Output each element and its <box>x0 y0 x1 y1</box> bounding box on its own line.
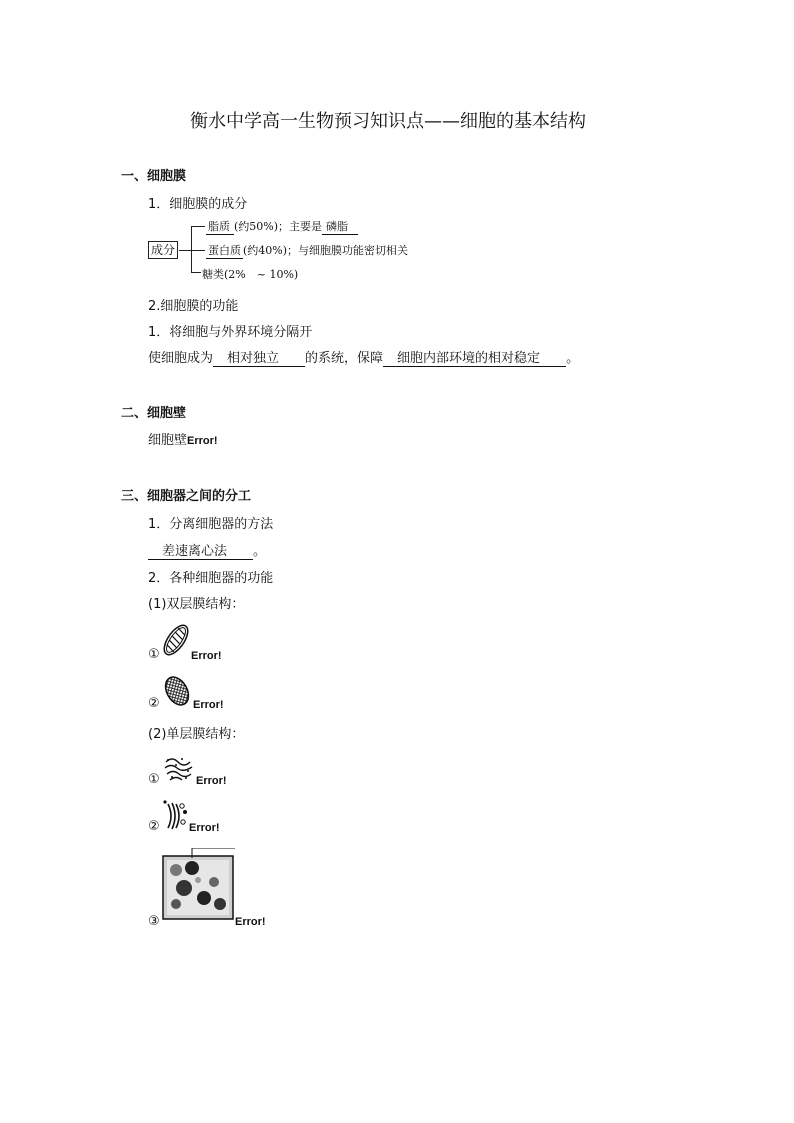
error-text: Error! <box>196 775 227 787</box>
branch-sugar: 糖类(2% ~ 10%) <box>202 268 299 281</box>
text-end: 。 <box>253 544 267 559</box>
fill-lipid: 脂质 <box>206 219 234 235</box>
fill-differential-centrifugation: 差速离心法 <box>148 544 253 560</box>
lipid-desc: (约50%)；主要是 <box>234 220 323 233</box>
endoplasmic-reticulum-icon <box>162 754 196 784</box>
subheading-membrane-functions: 2.细胞膜的功能 <box>148 299 239 314</box>
subheading-organelle-functions: 2．各种细胞器的功能 <box>148 571 274 586</box>
fill-relatively-independent: 相对独立 <box>213 351 305 367</box>
subheading-membrane-components: 1．细胞膜的成分 <box>148 197 248 212</box>
item-number: ③ <box>148 914 160 929</box>
cell-wall-label: 细胞壁 <box>148 433 188 448</box>
error-text: Error! <box>187 435 218 447</box>
error-text: Error! <box>193 699 224 711</box>
golgi-apparatus-icon <box>162 798 190 834</box>
branch-protein <box>206 242 408 259</box>
bracket-top <box>191 226 205 227</box>
text-end: 。 <box>566 351 580 366</box>
section-heading-organelles: 三、细胞器之间的分工 <box>121 489 252 504</box>
components-box: 成分 <box>148 241 178 259</box>
item-number: ② <box>148 696 160 711</box>
section-heading-cell-wall: 二、细胞壁 <box>121 406 187 421</box>
subheading-double-membrane: (1)双层膜结构： <box>148 597 245 612</box>
mitochondrion-icon <box>160 620 192 660</box>
bracket-stem <box>179 250 191 251</box>
text-prefix: 使细胞成为 <box>148 351 214 366</box>
subheading-separation-method: 1．分离细胞器的方法 <box>148 517 274 532</box>
error-text: Error! <box>235 916 266 928</box>
subheading-single-membrane: (2)单层膜结构： <box>148 727 245 742</box>
cell-wall-line <box>148 429 218 448</box>
paragraph-function <box>148 347 579 367</box>
item-number: ① <box>148 772 160 787</box>
error-text: Error! <box>189 822 220 834</box>
fill-phospholipid: 磷脂 <box>322 219 358 235</box>
text-middle: 的系统，保障 <box>305 351 384 366</box>
fill-protein: 蛋白质 <box>208 244 241 257</box>
branch-lipid <box>206 218 358 235</box>
bracket-bottom <box>191 272 201 273</box>
error-text: Error! <box>191 650 222 662</box>
item-number: ① <box>148 647 160 662</box>
item-number: ② <box>148 819 160 834</box>
separation-answer <box>148 540 266 560</box>
bracket-middle <box>191 250 205 251</box>
chloroplast-icon <box>162 674 192 708</box>
page-title: 衡水中学高一生物预习知识点——细胞的基本结构 <box>190 111 586 132</box>
subheading-separate-environment: 1．将细胞与外界环境分隔开 <box>148 325 313 340</box>
fill-internal-stability: 细胞内部环境的相对稳定 <box>383 351 566 367</box>
protein-desc: (约40%)；与细胞膜功能密切相关 <box>243 244 409 257</box>
vacuole-micrograph-icon <box>162 848 236 920</box>
section-heading-cell-membrane: 一、细胞膜 <box>121 169 187 184</box>
